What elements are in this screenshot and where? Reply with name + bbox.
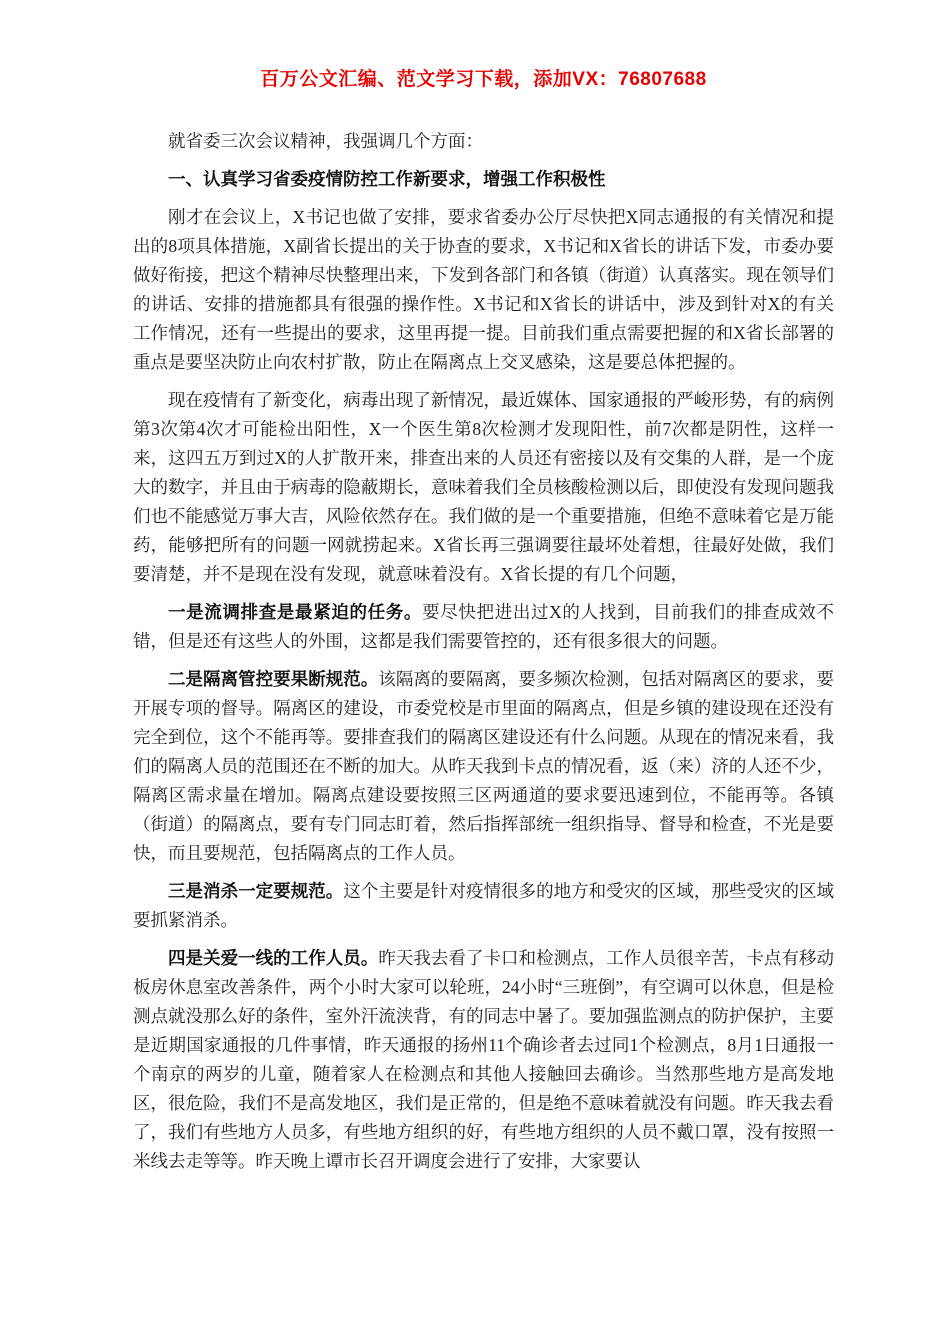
point-paragraph (133, 944, 834, 1176)
point-text: 这个主要是针对疫情很多的地方和受灾的区域，那些受灾的区域要抓紧消杀。 (133, 881, 835, 930)
document-body (133, 127, 834, 1176)
point-lead: 二是隔离管控要果断规范。 (168, 669, 379, 689)
point-text: 该隔离的要隔离，要多频次检测，包括对隔离区的要求，要开展专项的督导。隔离区的建设，市委党校是市里面的隔离点，但是乡镇的建设现在还没有完全到位，这个不能再等。要排查我们的隔离区建设还有什么问题。从现在的情况来看，我们的隔离人员的范围还在不断的加大。从昨天我到卡点的情况看，返（来）济的人还不少，隔离区需求量在增加。隔离点建设要按照三区两通道的要求要迅速到位，不能再等。各镇（街道）的隔离点，要有专门同志盯着，然后指挥部统一组织指导、督导和检查，不光是要快，而且要规范，包括隔离点的工作人员。 (133, 669, 835, 863)
paragraph: 现在疫情有了新变化，病毒出现了新情况，最近媒体、国家通报的严峻形势，有的病例第3次第4次才可能检出阳性，X一个医生第8次检测才发现阳性，前7次都是阴性，这样一来，这四五万到过X的人扩散开来，排查出来的人员还有密接以及有交集的人群，是一个庞大的数字，并且由于病毒的隐蔽期长，意味着我们全员核酸检测以后，即使没有发现问题我们也不能感觉万事大吉，风险依然存在。我们做的是一个重要措施，但绝不意味着它是万能药，能够把所有的问题一网就捞起来。X省长再三强调要往最坏处着想，往最好处做，我们要清楚，并不是现在没有发现，就意味着没有。X省长提的有几个问题， (133, 390, 834, 584)
section-heading: 一、认真学习省委疫情防控工作新要求，增强工作积极性 (168, 169, 606, 189)
point-lead: 四是关爱一线的工作人员。 (168, 948, 379, 968)
point-paragraph (133, 598, 834, 656)
point-paragraph (133, 877, 834, 935)
point-text: 昨天我去看了卡口和检测点，工作人员很辛苦，卡点有移动板房休息室改善条件，两个小时大家可以轮班，24小时“三班倒”，有空调可以休息，但是检测点就没那么好的条件，室外汗流浃背，有的同志中暑了。要加强监测点的防护保护，主要是近期国家通报的几件事情，昨天通报的扬州11个确诊者去过同1个检测点，8月1日通报一个南京的两岁的儿童，随着家人在检测点和其他人接触回去确诊。当然那些地方是高发地区，很危险，我们不是高发地区，我们是正常的，但是绝不意味着就没有问题。昨天我去看了，我们有些地方人员多，有些地方组织的好，有些地方组织的人员不戴口罩，没有按照一米线去走等等。昨天晚上谭市长召开调度会进行了安排，大家要认 (133, 948, 835, 1171)
point-text: 要尽快把进出过X的人找到，目前我们的排查成效不错，但是还有这些人的外围，这都是我们需要管控的，还有很多很大的问题。 (133, 602, 835, 651)
point-paragraph (133, 665, 834, 868)
point-lead: 一是流调排查是最紧迫的任务。 (168, 602, 423, 622)
point-lead: 三是消杀一定要规范。 (168, 881, 344, 901)
paragraph-intro: 就省委三次会议精神，我强调几个方面： (168, 131, 483, 151)
paragraph: 刚才在会议上，X书记也做了安排，要求省委办公厅尽快把X同志通报的有关情况和提出的8项具体措施，X副省长提出的关于协查的要求，X书记和X省长的讲话下发，市委办要做好衔接，把这个精神尽快整理出来，下发到各部门和各镇（街道）认真落实。现在领导们的讲话、安排的措施都具有很强的操作性。X书记和X省长的讲话中，涉及到针对X的有关工作情况，还有一些提出的要求，这里再提一提。目前我们重点需要把握的和X省长部署的重点是要坚决防止向农村扩散，防止在隔离点上交叉感染，这是要总体把握的。 (133, 207, 834, 372)
download-notice: 百万公文汇编、范文学习下载，添加VX：76807688 (260, 69, 707, 90)
